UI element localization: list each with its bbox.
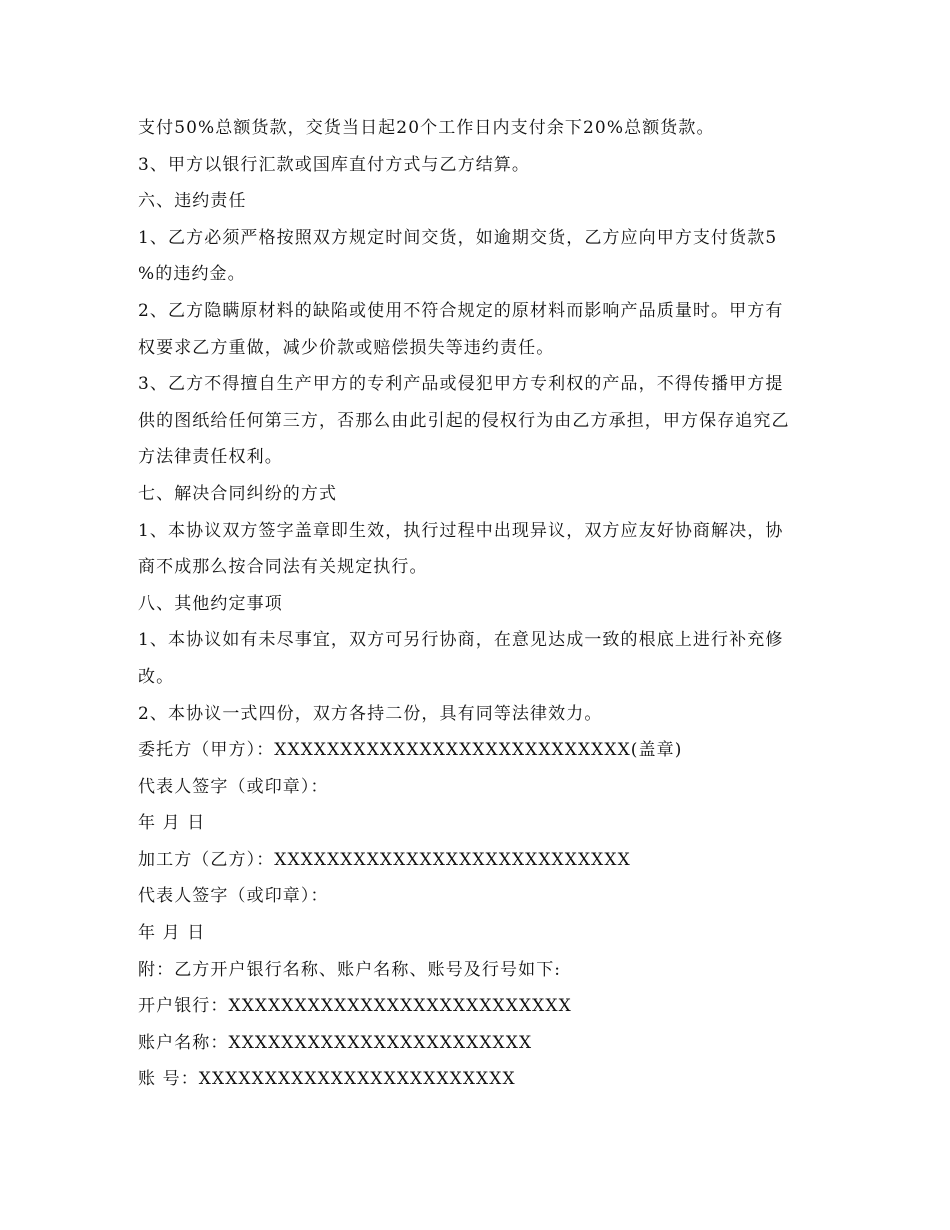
text-line: 改。 [138,666,175,687]
account-number-line: 账 号：XXXXXXXXXXXXXXXXXXXXXXXX [138,1069,516,1090]
text-line: 供的图纸给任何第三方，否那么由此引起的侵权行为由乙方承担，甲方保存追究乙 [138,410,790,431]
date-line: 年 月 日 [138,813,206,834]
text-line: 2、乙方隐瞒原材料的缺陷或使用不符合规定的原材料而影响产品质量时。甲方有 [138,300,784,321]
bank-name-line: 开户银行：XXXXXXXXXXXXXXXXXXXXXXXXXX [138,996,572,1017]
text-line: 商不成那么按合同法有关规定执行。 [138,557,428,578]
text-line: %的违约金。 [138,264,246,285]
text-line: 附：乙方开户银行名称、账户名称、账号及行号如下: [138,959,562,980]
signature-line: 代表人签字（或印章）： [138,776,329,797]
party-a-line: 委托方（甲方）：XXXXXXXXXXXXXXXXXXXXXXXXXXX(盖章) [138,740,683,761]
signature-line: 代表人签字（或印章）： [138,886,329,907]
section-heading: 七、解决合同纠纷的方式 [138,483,338,504]
text-line: 权要求乙方重做，减少价款或赔偿损失等违约责任。 [138,337,555,358]
document-body [138,110,818,1098]
date-line: 年 月 日 [138,923,206,944]
section-heading: 六、违约责任 [138,191,247,212]
text-line: 方法律责任权利。 [138,447,283,468]
text-line: 支付50%总额货款，交货当日起20个工作日内支付余下20%总额货款。 [138,118,715,138]
text-line: 3、乙方不得擅自生产甲方的专利产品或侵犯甲方专利权的产品，不得传播甲方提 [138,374,784,395]
text-line: 3、甲方以银行汇款或国库直付方式与乙方结算。 [138,154,531,175]
text-line: 2、本协议一式四份，双方各持二份，具有同等法律效力。 [138,703,603,724]
section-heading: 八、其他约定事项 [138,593,283,614]
party-b-line: 加工方（乙方）：XXXXXXXXXXXXXXXXXXXXXXXXXXX [138,849,631,870]
account-name-line: 账户名称：XXXXXXXXXXXXXXXXXXXXXXX [138,1032,533,1053]
text-line: 1、乙方必须严格按照双方规定时间交货，如逾期交货，乙方应向甲方支付货款5 [138,227,778,248]
text-line: 1、本协议如有未尽事宜，双方可另行协商，在意见达成一致的根底上进行补充修 [138,630,784,651]
text-line: 1、本协议双方签字盖章即生效，执行过程中出现异议，双方应友好协商解决，协 [138,520,784,541]
